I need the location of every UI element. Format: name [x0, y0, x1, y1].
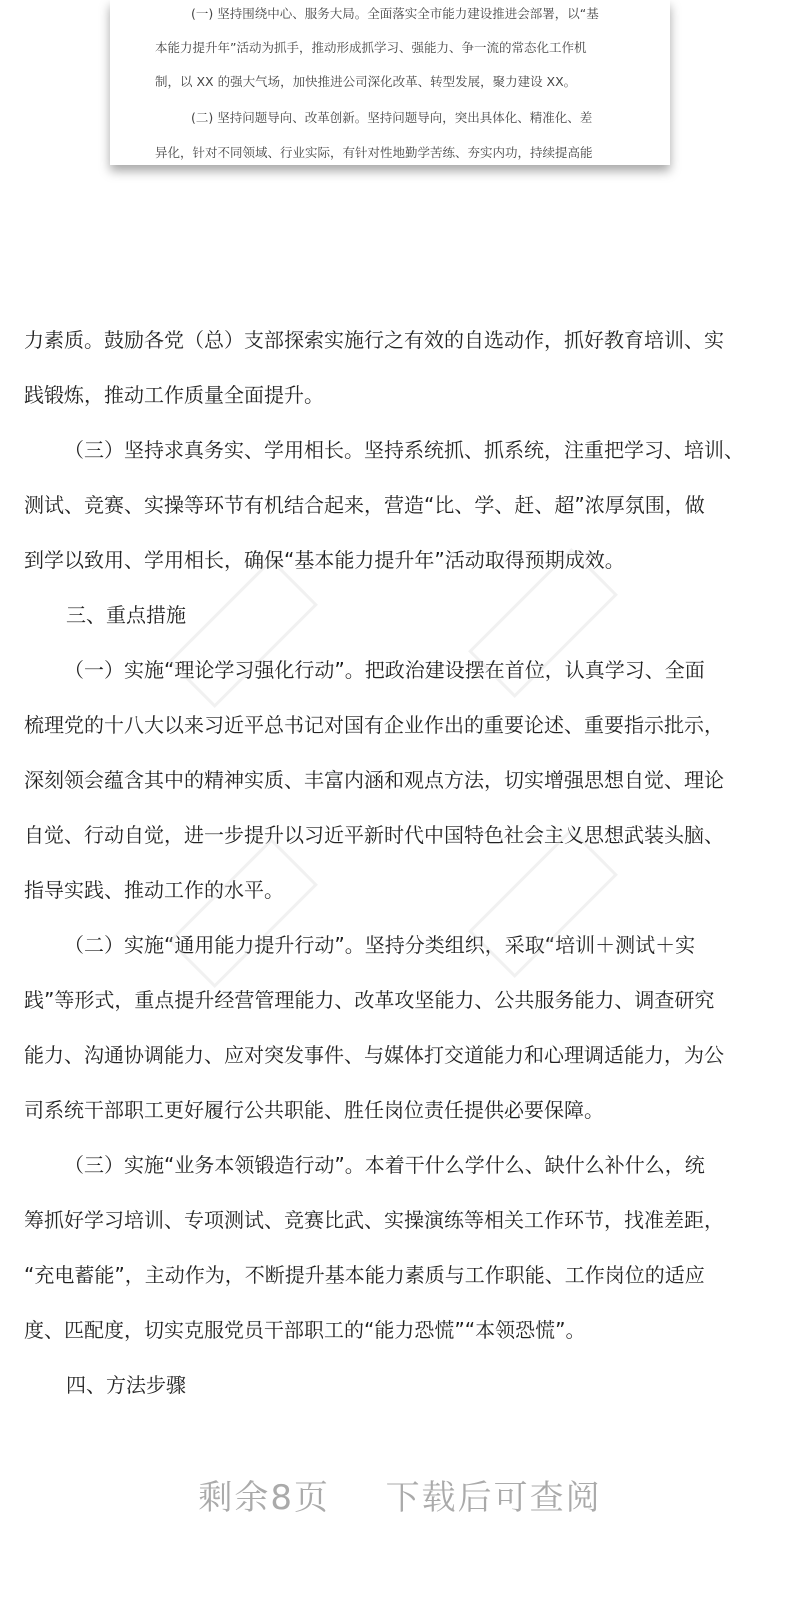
body-line: “充电蓄能”，主动作为，不断提升基本能力素质与工作职能、工作岗位的适应 [24, 1263, 705, 1287]
section-heading: 三、重点措施 [66, 603, 186, 627]
body-line: 度、匹配度，切实克服党员干部职工的“能力恐慌”“本领恐慌”。 [24, 1318, 586, 1342]
body-line: （三）坚持求真务实、学用相长。坚持系统抓、抓系统，注重把学习、培训、 [64, 438, 744, 462]
watermark-logo [168, 558, 318, 708]
download-to-view-label: 下载后可查阅 [385, 1478, 602, 1518]
body-line: （二）实施“通用能力提升行动”。坚持分类组织，采取“培训＋测试＋实 [64, 933, 696, 957]
body-line: 深刻领会蕴含其中的精神实质、丰富内涵和观点方法，切实增强思想自觉、理论 [24, 768, 724, 792]
preview-line: 制，以 XX 的强大气场，加快推进公司深化改革、转型发展，聚力建设 XX。 [155, 74, 577, 89]
body-line: 司系统干部职工更好履行公共职能、胜任岗位责任提供必要保障。 [24, 1098, 604, 1122]
document-preview-card [110, 0, 670, 165]
watermark-logo [168, 838, 318, 988]
body-line: 自觉、行动自觉，进一步提升以习近平新时代中国特色社会主义思想武装头脑、 [24, 823, 724, 847]
preview-line: (二) 坚持问题导向、改革创新。坚持问题导向，突出具体化、精准化、差 [191, 110, 593, 125]
body-line: （三）实施“业务本领锻造行动”。本着干什么学什么、缺什么补什么，统 [64, 1153, 705, 1177]
body-line: 到学以致用、学用相长，确保“基本能力提升年”活动取得预期成效。 [24, 548, 625, 572]
body-line: 测试、竞赛、实操等环节有机结合起来，营造“比、学、赶、超”浓厚氛围，做 [24, 493, 705, 517]
body-line: 能力、沟通协调能力、应对突发事件、与媒体打交道能力和心理调适能力，为公 [24, 1043, 724, 1067]
section-heading: 四、方法步骤 [66, 1373, 186, 1397]
preview-line: (一) 坚持围绕中心、服务大局。全面落实全市能力建设推进会部署，以“基 [191, 6, 599, 21]
body-line: 指导实践、推动工作的水平。 [24, 878, 284, 902]
body-line: 力素质。鼓励各党（总）支部探索实施行之有效的自选动作，抓好教育培训、实 [24, 328, 724, 352]
download-prompt[interactable] [0, 1470, 800, 1519]
preview-line: 异化，针对不同领域、行业实际，有针对性地勤学苦练、夯实内功，持续提高能 [155, 145, 593, 160]
body-line: （一）实施“理论学习强化行动”。把政治建设摆在首位，认真学习、全面 [64, 658, 705, 682]
body-line: 践”等形式，重点提升经营管理能力、改革攻坚能力、公共服务能力、调查研究 [24, 988, 715, 1012]
body-line: 践锻炼，推动工作质量全面提升。 [24, 383, 324, 407]
body-line: 筹抓好学习培训、专项测试、竞赛比武、实操演练等相关工作环节，找准差距， [24, 1208, 724, 1232]
remaining-pages-label: 剩余8页 [198, 1478, 330, 1518]
preview-line: 本能力提升年”活动为抓手，推动形成抓学习、强能力、争一流的常态化工作机 [155, 40, 587, 55]
body-line: 梳理党的十八大以来习近平总书记对国有企业作出的重要论述、重要指示批示， [24, 713, 724, 737]
